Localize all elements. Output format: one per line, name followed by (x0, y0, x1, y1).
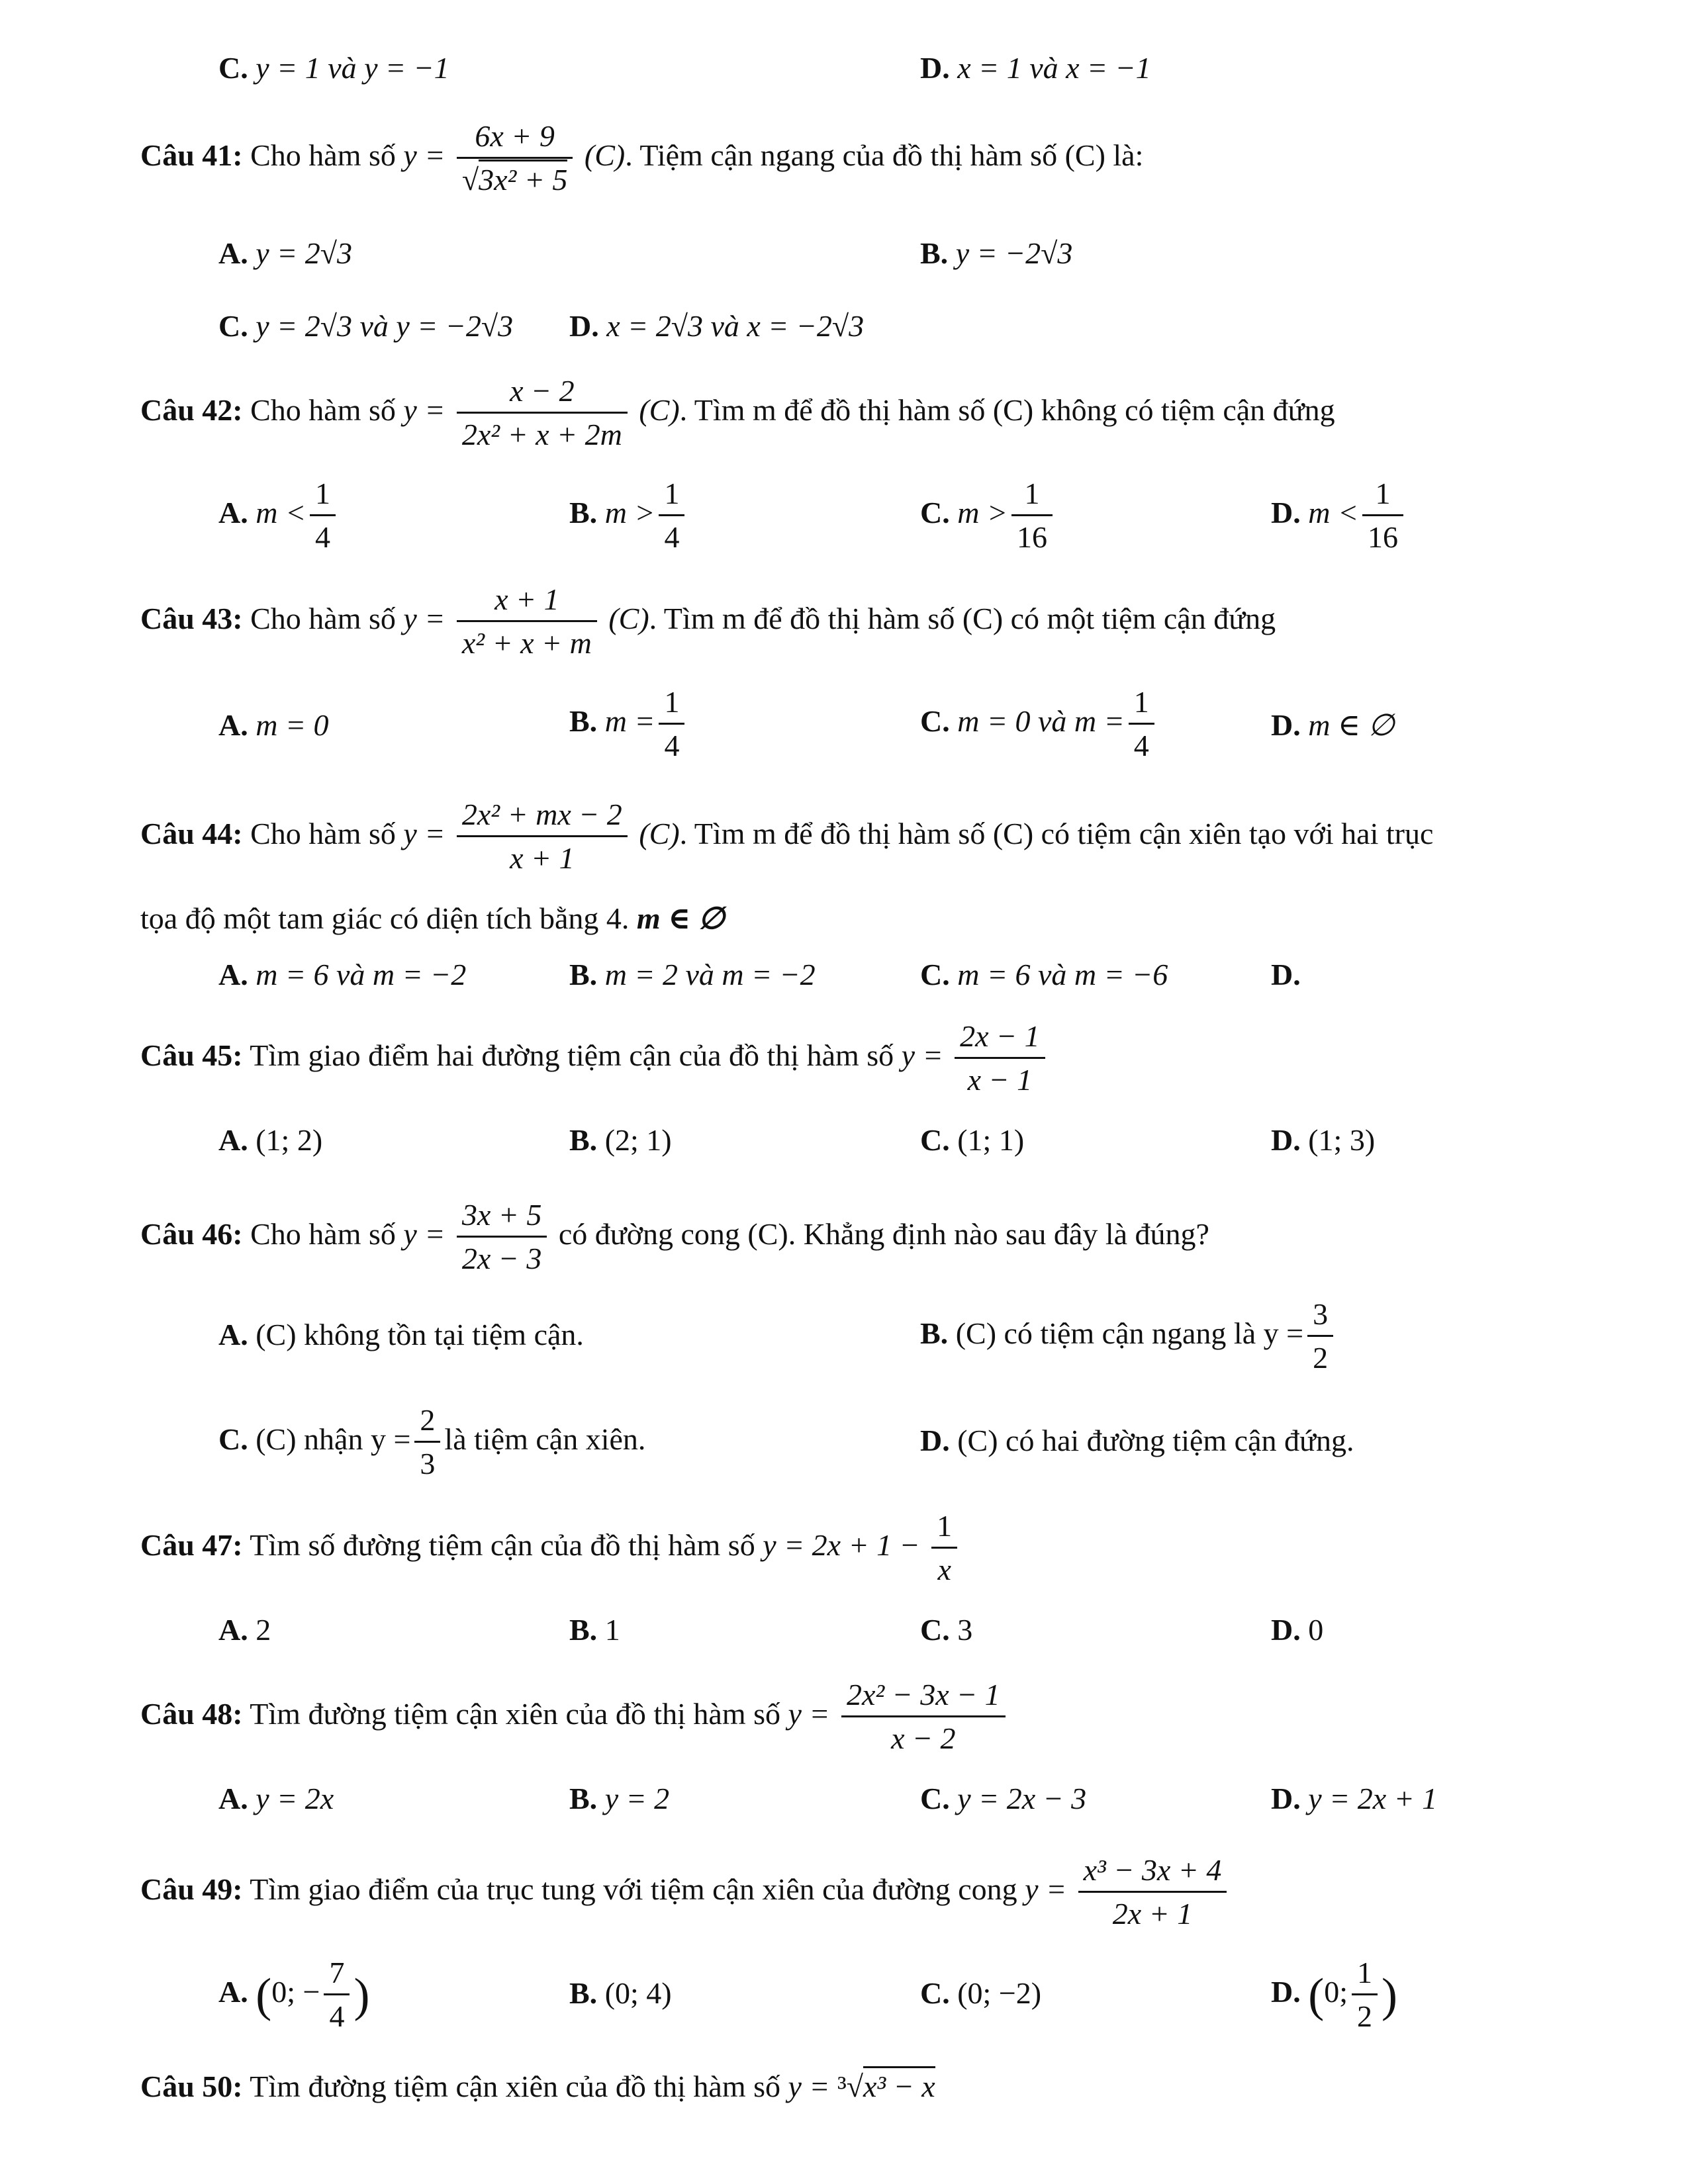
option-label: C. (920, 1613, 950, 1647)
question-text: Cho hàm số (250, 1216, 396, 1251)
fraction-denominator: x² + x + m (461, 625, 592, 660)
formula-lhs: y = (788, 2070, 830, 2103)
option-label: D. (1271, 1613, 1301, 1647)
option-text: m = 0 và m = (957, 704, 1125, 738)
question-label: Câu 47: (140, 1527, 243, 1562)
option-label: A. (218, 708, 248, 742)
formula-fraction (457, 119, 573, 198)
option-text: (0; 4) (604, 1976, 672, 2010)
question-stem (140, 2071, 935, 2102)
option-text: m = 6 và m = −6 (957, 958, 1168, 991)
fraction-denominator: x − 1 (967, 1062, 1033, 1097)
option-label: C. (218, 309, 248, 343)
option-a (218, 1125, 322, 1156)
option-text: (C) nhận y = (256, 1422, 411, 1456)
fraction-denominator: x + 1 (510, 841, 575, 875)
question-label: Câu 50: (140, 2070, 243, 2103)
option-label: B. (569, 1613, 598, 1647)
formula-lhs: y = (788, 1696, 830, 1731)
fraction-numerator: 2x² + mx − 2 (457, 797, 628, 837)
question-text: . Tiệm cận ngang của đồ thị hàm số (C) là: (625, 138, 1144, 172)
option-d (920, 53, 1151, 83)
question-47 (0, 1502, 1688, 1586)
option-label: D. (920, 1424, 950, 1457)
fraction-denominator: 3 (420, 1446, 436, 1480)
curve-name: (C) (639, 816, 680, 850)
formula-fraction (457, 582, 597, 661)
option-text: y = −2√3 (955, 236, 1073, 270)
option-label: A. (218, 495, 248, 529)
option-label: B. (569, 704, 598, 738)
paren-close: ) (1382, 1968, 1397, 2022)
option-text: 2 (256, 1613, 271, 1647)
question-50 (0, 2058, 1688, 2138)
option-fraction (659, 685, 684, 764)
option-text: y = 1 và y = −1 (256, 51, 449, 85)
option-c (218, 53, 449, 83)
question-44-line2 (140, 903, 725, 934)
option-a (218, 710, 329, 741)
option-b (569, 1125, 672, 1156)
option-text: (1; 3) (1308, 1123, 1376, 1157)
option-text: 1 (604, 1613, 620, 1647)
option-label: C. (920, 1123, 950, 1157)
fraction-numerator: x − 2 (457, 374, 628, 414)
option-c (920, 1615, 972, 1645)
formula-fraction (841, 1678, 1006, 1756)
option-a (218, 1784, 334, 1814)
option-a (218, 1615, 271, 1645)
formula-lhs: y = 2x + 1 − (763, 1527, 920, 1562)
option-text: (C) không tồn tại tiệm cận. (256, 1318, 584, 1351)
question-text: Tìm giao điểm hai đường tiệm cận của đồ thị hàm số (250, 1038, 894, 1072)
paren-close: ) (353, 1968, 370, 2022)
option-label: B. (569, 495, 598, 529)
fraction-numerator: 2x − 1 (955, 1019, 1045, 1059)
option-d (569, 311, 864, 341)
question-46 (0, 1191, 1688, 1275)
fraction-denominator: 2x + 1 (1112, 1896, 1193, 1931)
question-42-options (0, 477, 1688, 556)
question-stem (140, 582, 1276, 661)
question-stem (140, 119, 1143, 198)
formula-lhs: y = (901, 1038, 943, 1072)
option-text: y = 2x (256, 1782, 334, 1815)
fraction-numerator: 1 (1011, 477, 1053, 516)
option-text: 0; (1324, 1974, 1348, 2009)
option-c (218, 311, 513, 341)
question-48-options (0, 1770, 1688, 1850)
option-label: D. (569, 309, 599, 343)
option-label: D. (1271, 495, 1301, 529)
option-label: D. (1271, 1782, 1301, 1815)
option-text: x = 2√3 và x = −2√3 (606, 309, 865, 343)
option-c (218, 1403, 645, 1482)
option-text: m = (604, 704, 655, 738)
option-text: y = 2 (604, 1782, 670, 1815)
fraction-numerator: 1 (1129, 685, 1154, 725)
option-text: y = 2√3 (256, 236, 352, 270)
fraction-numerator: 7 (324, 1956, 350, 1995)
formula-fraction (1078, 1853, 1227, 1932)
option-label: A. (218, 1123, 248, 1157)
option-d (1271, 1125, 1375, 1156)
question-stem (140, 1853, 1231, 1932)
option-label: C. (920, 1976, 950, 2010)
formula-fraction (931, 1509, 957, 1588)
fraction-denominator: 2x − 3 (461, 1241, 542, 1275)
fraction-denominator: 4 (1133, 728, 1149, 762)
question-label: Câu 49: (140, 1872, 243, 1906)
option-text: (0; −2) (957, 1976, 1042, 2010)
fraction-denominator: 16 (1017, 520, 1047, 554)
question-stem (140, 374, 1335, 453)
formula: m ∈ ∅ (636, 901, 725, 935)
option-label: C. (920, 1782, 950, 1815)
curve-name: (C) (639, 392, 680, 427)
option-text: (1; 1) (957, 1123, 1025, 1157)
fraction-numerator: 1 (1352, 1956, 1378, 1995)
option-label: A. (218, 1974, 248, 2009)
option-label: C. (218, 51, 248, 85)
option-c (920, 685, 1158, 764)
option-label: D. (1271, 958, 1301, 991)
question-text: Tìm số đường tiệm cận của đồ thị hàm số (250, 1527, 755, 1562)
fraction-denominator: 16 (1368, 520, 1398, 554)
option-label: A. (218, 958, 248, 991)
option-text: m < (1308, 495, 1358, 529)
option-text: m > (957, 495, 1008, 529)
question-text: . Tìm m để đồ thị hàm số (C) có một tiệm cận đứng (649, 601, 1276, 635)
fraction-denominator: 2x² + x + 2m (461, 417, 622, 451)
option-d (1271, 710, 1395, 741)
option-fraction (1011, 477, 1053, 555)
option-b (569, 685, 688, 764)
option-fraction (659, 477, 684, 555)
formula-fraction (457, 1198, 547, 1277)
question-label: Câu 44: (140, 816, 243, 850)
option-fraction (1352, 1956, 1378, 2034)
question-41 (0, 113, 1688, 197)
option-b (569, 1615, 620, 1645)
formula-lhs: y = (403, 601, 445, 635)
question-text: tọa độ một tam giác có diện tích bằng 4. (140, 901, 630, 935)
question-text: Cho hàm số (250, 392, 396, 427)
option-b (569, 477, 688, 555)
fraction-denominator: 4 (664, 728, 680, 762)
option-text: (1; 2) (256, 1123, 323, 1157)
option-label: A. (218, 1782, 248, 1815)
fraction-denominator: 4 (315, 520, 330, 554)
fraction-denominator: 4 (329, 1999, 345, 2033)
question-label: Câu 43: (140, 601, 243, 635)
option-label: B. (920, 1316, 949, 1350)
option-label: B. (569, 958, 598, 991)
fraction-numerator: 1 (659, 685, 684, 725)
option-text: là tiệm cận xiên. (444, 1422, 646, 1456)
option-fraction (1129, 685, 1154, 764)
question-43 (0, 576, 1688, 660)
curve-name: (C) (608, 601, 649, 635)
option-d (1271, 1784, 1437, 1814)
option-c (920, 477, 1056, 555)
question-text: Tìm đường tiệm cận xiên của đồ thị hàm số (250, 1696, 780, 1731)
option-a (218, 238, 352, 269)
question-text: Tìm giao điểm của trục tung với tiệm cận xiên của đường cong (250, 1872, 1017, 1906)
option-label: A. (218, 1318, 248, 1351)
option-b (569, 960, 816, 990)
option-text: (2; 1) (604, 1123, 672, 1157)
question-label: Câu 42: (140, 392, 243, 427)
option-label: B. (569, 1782, 598, 1815)
option-c (920, 1125, 1024, 1156)
option-b (920, 1297, 1337, 1376)
fraction-numerator: 2x² − 3x − 1 (841, 1678, 1006, 1717)
option-text: 0 (1308, 1613, 1324, 1647)
question-45 (0, 1013, 1688, 1097)
question-stem (140, 1509, 961, 1588)
fraction-numerator: 3 (1307, 1297, 1333, 1337)
option-a (218, 1956, 369, 2034)
option-fraction (1307, 1297, 1333, 1376)
option-text: m < (256, 495, 306, 529)
curve-name: (C) (584, 138, 626, 172)
option-label: D. (1271, 1123, 1301, 1157)
formula-fraction (955, 1019, 1045, 1098)
option-a (218, 1320, 584, 1350)
option-text: m > (604, 495, 655, 529)
fraction-denominator: √3x² + 5 (457, 159, 573, 198)
option-label: B. (569, 1976, 598, 2010)
question-41-options-cd (0, 298, 1688, 377)
question-stem (140, 1198, 1209, 1277)
question-49-options (0, 1956, 1688, 2035)
formula-lhs: y = (1025, 1872, 1067, 1906)
fraction-denominator: x − 2 (891, 1721, 956, 1755)
option-label: C. (920, 495, 950, 529)
paren-open: ( (1308, 1968, 1325, 2022)
question-stem (140, 1019, 1049, 1098)
question-label: Câu 48: (140, 1696, 243, 1731)
option-d (1271, 1615, 1323, 1645)
fraction-numerator: 1 (1362, 477, 1403, 516)
option-text: m = 6 và m = −2 (256, 958, 467, 991)
option-text: m = 0 (256, 708, 329, 742)
option-text: 3 (957, 1613, 973, 1647)
question-46-options-ab (0, 1297, 1688, 1377)
question-text: Cho hàm số (250, 138, 396, 172)
question-label: Câu 46: (140, 1216, 243, 1251)
option-label: B. (920, 236, 949, 270)
option-label: A. (218, 1613, 248, 1647)
option-d (920, 1426, 1354, 1456)
option-text: m = 2 và m = −2 (604, 958, 816, 991)
question-text: . Tìm m để đồ thị hàm số (C) có tiệm cận xiên tạo với hai trục (679, 816, 1434, 850)
question-label: Câu 41: (140, 138, 243, 172)
option-b (920, 238, 1072, 269)
fraction-numerator: x + 1 (457, 582, 597, 622)
option-a (218, 960, 466, 990)
option-text: 0; − (271, 1974, 320, 2009)
sqrt-radicand: 3x² + 5 (479, 159, 567, 197)
option-b (569, 1784, 669, 1814)
option-text: y = 2x + 1 (1308, 1782, 1438, 1815)
question-stem (140, 1678, 1009, 1756)
fraction-numerator: 2 (414, 1403, 440, 1443)
fraction-denominator: x (937, 1552, 951, 1586)
fraction-denominator: 4 (664, 520, 680, 554)
option-text: m ∈ ∅ (1308, 708, 1395, 742)
option-text: (C) có hai đường tiệm cận đứng. (957, 1424, 1354, 1457)
option-c (920, 1978, 1041, 2009)
fraction-numerator: 6x + 9 (457, 119, 573, 159)
root-radicand: x³ − x (863, 2066, 935, 2103)
question-46-options-cd (0, 1403, 1688, 1482)
formula-lhs: y = (403, 816, 445, 850)
question-text: . Tìm m để đồ thị hàm số (C) không có tiệm cận đứng (679, 392, 1335, 427)
question-stem (140, 797, 1433, 876)
question-label: Câu 45: (140, 1038, 243, 1072)
option-text: y = 2√3 và y = −2√3 (256, 309, 514, 343)
option-fraction (1362, 477, 1403, 555)
option-label: B. (569, 1123, 598, 1157)
option-label: C. (920, 958, 950, 991)
option-fraction (414, 1403, 440, 1482)
question-text: Cho hàm số (250, 601, 396, 635)
question-text: có đường cong (C). Khẳng định nào sau đây là đúng? (558, 1216, 1209, 1251)
fraction-denominator: 2 (1357, 1999, 1372, 2033)
cube-root-sign: ³√ (837, 2070, 864, 2103)
fraction-numerator: 1 (310, 477, 336, 516)
option-fraction (324, 1956, 350, 2034)
formula-fraction (457, 374, 628, 453)
option-label: C. (920, 704, 950, 738)
question-44 (0, 791, 1688, 875)
formula-fraction (457, 797, 628, 876)
question-49 (0, 1846, 1688, 1931)
option-label: D. (920, 51, 950, 85)
option-label: C. (218, 1422, 248, 1456)
question-text: Cho hàm số (250, 816, 396, 850)
question-42 (0, 367, 1688, 451)
question-41-options-ab (0, 225, 1688, 304)
option-a (218, 477, 340, 555)
fraction-numerator: 3x + 5 (457, 1198, 547, 1238)
option-text: x = 1 và x = −1 (957, 51, 1151, 85)
option-label: A. (218, 236, 248, 270)
option-d (1271, 1956, 1397, 2034)
question-45-options (0, 1112, 1688, 1191)
formula-lhs: y = (403, 138, 445, 172)
option-b (569, 1978, 672, 2009)
formula-lhs: y = (403, 392, 445, 427)
fraction-numerator: x³ − 3x + 4 (1078, 1853, 1227, 1893)
formula-lhs: y = (403, 1216, 445, 1251)
question-40-options (0, 33, 1688, 113)
option-c (920, 1784, 1086, 1814)
option-label: D. (1271, 708, 1301, 742)
option-d (1271, 960, 1301, 990)
fraction-numerator: 1 (931, 1509, 957, 1549)
option-label: D. (1271, 1974, 1301, 2009)
question-43-options (0, 685, 1688, 764)
fraction-denominator: 2 (1313, 1340, 1329, 1375)
fraction-numerator: 1 (659, 477, 684, 516)
option-text: y = 2x − 3 (957, 1782, 1087, 1815)
option-text: (C) có tiệm cận ngang là y = (955, 1316, 1304, 1350)
question-text: Tìm đường tiệm cận xiên của đồ thị hàm số (250, 2070, 780, 2103)
option-d (1271, 477, 1407, 555)
question-47-options (0, 1602, 1688, 1681)
paren-open: ( (256, 1968, 272, 2022)
option-fraction (310, 477, 336, 555)
question-48 (0, 1671, 1688, 1755)
option-c (920, 960, 1168, 990)
